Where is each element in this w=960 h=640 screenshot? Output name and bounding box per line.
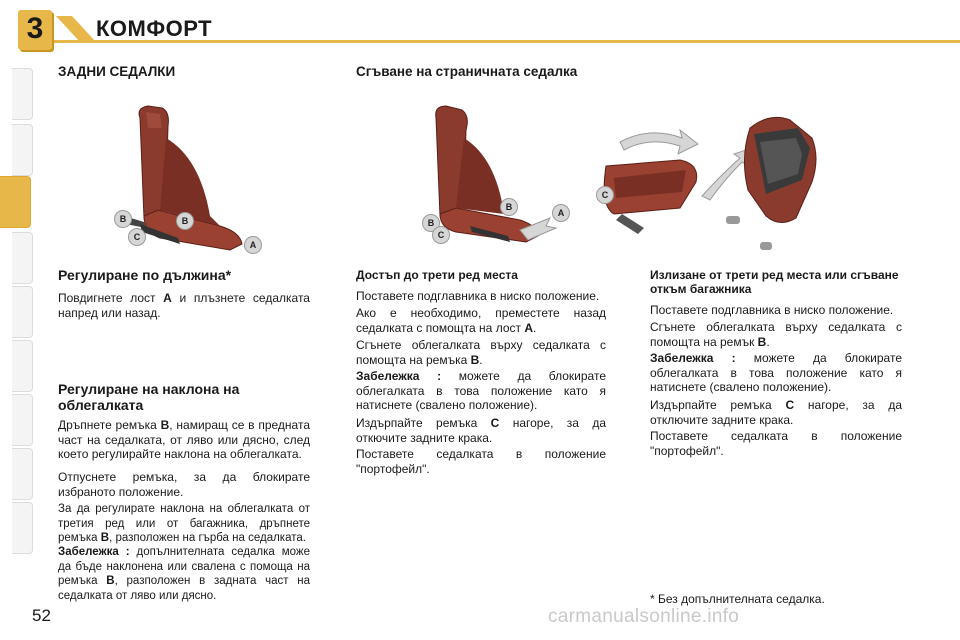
access-p5: Поставете седалката в положение "портофейл". — [356, 447, 606, 476]
label-c: C — [128, 228, 146, 246]
access-p2: Ако е необходимо, преместете назад седалката с помощта на лост A. — [356, 306, 606, 335]
side-tab-6[interactable] — [12, 340, 33, 392]
label-b: B — [114, 210, 132, 228]
recline-title: Регулиране на наклона на облегалката — [58, 381, 240, 413]
fold-sequence-illustration — [400, 98, 820, 258]
fold-label-c: C — [432, 226, 450, 244]
recline-p3: За да регулирате наклона на облегалката от третия ред или от багажника, дръпнете ремъка B, разположен на гърба на седалката. — [58, 503, 310, 544]
lengthwise-title: Регулиране по дължина* — [58, 267, 232, 283]
access-note: Забележка : можете да блокирате облегалката в това положение като я натиснете (свалено положение). — [356, 369, 606, 412]
recline-p2: Отпуснете ремъка, за да блокирате избраното положение. — [58, 470, 310, 499]
recline-note: Забележка : допълнителната седалка може да бъде наклонена или свалена с помоща на ремъка B, разположен в задната част на седалката от ляво или дясно. — [58, 546, 310, 602]
fold-label-b-2: B — [500, 198, 518, 216]
recline-p1: Дръпнете ремъка B, намиращ се в предната част на седалката, от ляво или дясно, след което регулирайте наклона на облегалката. — [58, 418, 310, 461]
access-title: Достъп до трети ред места — [356, 268, 518, 282]
access-p3: Сгънете облегалката върху седалката с помощта на ремъка B. — [356, 338, 606, 367]
watermark: carmanualsonline.info — [548, 606, 740, 627]
side-tab-2[interactable] — [12, 124, 33, 176]
header-accent — [56, 16, 96, 42]
chapter-number: 3 — [26, 12, 44, 45]
chapter-side-tabs — [0, 68, 34, 588]
exit-p4: Поставете седалката в положение "портофейл". — [650, 429, 902, 458]
side-tab-7[interactable] — [12, 394, 33, 446]
exit-p3: Издърпайте ремъка C нагоре, за да отключите задните крака. — [650, 398, 903, 427]
page-header — [0, 0, 960, 62]
side-tab-4[interactable] — [12, 232, 33, 284]
seat-adjust-illustration — [100, 98, 270, 258]
seat-adjust-figure — [100, 98, 270, 258]
exit-title: Излизане от трети ред места или сгъване откъм багажника — [650, 268, 899, 296]
fold-label-b: B — [422, 214, 440, 232]
exit-p2: Сгънете облегалката върху седалката с помощта на ремък B. — [650, 320, 902, 349]
page-number: 52 — [32, 606, 51, 625]
side-tab-3-active[interactable] — [0, 176, 31, 228]
access-p4: Издърпайте ремъка C нагоре, за да откючите задните крака. — [356, 416, 607, 445]
side-tab-9[interactable] — [12, 502, 33, 554]
fold-label-c-2: C — [596, 186, 614, 204]
side-tab-5[interactable] — [12, 286, 33, 338]
exit-p1: Поставете подглавника в ниско положение. — [650, 303, 894, 317]
lengthwise-text: Повдигнете лост A и плъзнете седалката напред или назад. — [58, 291, 310, 320]
exit-note: Забележка : можете да блокирате облегалката в това положение като я натиснете (свалено положение). — [650, 351, 902, 394]
fold-sequence-figure — [400, 98, 820, 258]
footnote: * Без допълнителната седалка. — [650, 592, 825, 606]
side-tab-8[interactable] — [12, 448, 33, 500]
label-b-center: B — [176, 212, 194, 230]
fold-seat-title: Сгъване на страничната седалка — [356, 64, 578, 79]
side-tab-1[interactable] — [12, 68, 33, 120]
chapter-title: КОМФОРТ — [96, 16, 213, 41]
fold-label-a: A — [552, 204, 570, 222]
label-a: A — [244, 236, 262, 254]
rear-seats-title: ЗАДНИ СЕДАЛКИ — [58, 64, 176, 79]
access-p1: Поставете подглавника в ниско положение. — [356, 289, 600, 303]
